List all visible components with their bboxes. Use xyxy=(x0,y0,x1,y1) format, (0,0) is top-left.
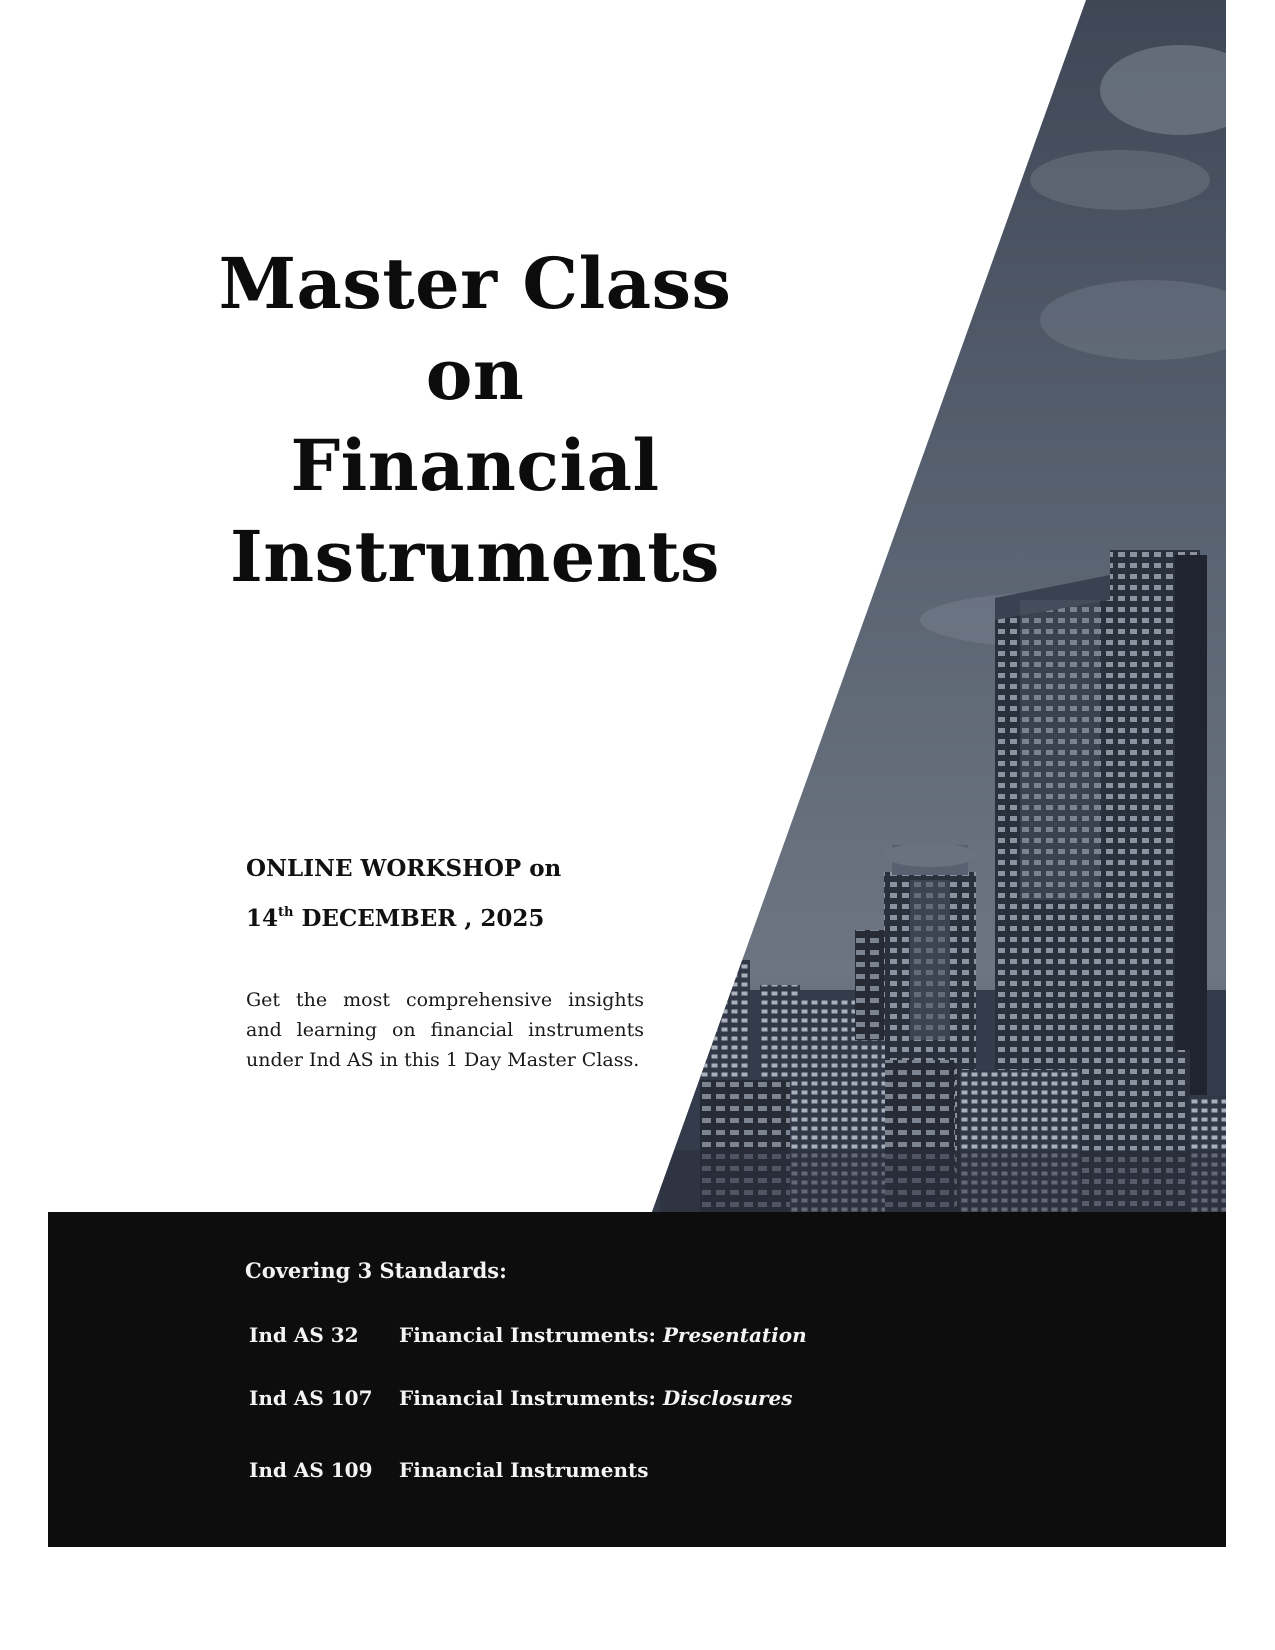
standard-title-sub: Presentation xyxy=(662,1323,807,1347)
title-line: Master Class xyxy=(218,242,732,325)
standard-title-main: Financial Instruments: xyxy=(399,1386,663,1410)
standard-title xyxy=(399,1386,793,1410)
standard-code: Ind AS 109 xyxy=(249,1458,373,1482)
standard-code: Ind AS 32 xyxy=(249,1323,359,1347)
title-line: Instruments xyxy=(230,515,720,598)
standard-title-main: Financial Instruments xyxy=(399,1458,649,1482)
standard-code: Ind AS 107 xyxy=(249,1386,373,1410)
title-line: Financial xyxy=(290,424,660,507)
standard-title-sub: Disclosures xyxy=(662,1386,793,1410)
standard-title-main: Financial Instruments: xyxy=(399,1323,663,1347)
standards-heading: Covering 3 Standards: xyxy=(245,1258,507,1283)
workshop-date xyxy=(246,905,544,932)
date-rest: DECEMBER , 2025 xyxy=(293,905,545,932)
page-title xyxy=(195,238,755,602)
date-suffix: th xyxy=(278,905,294,920)
standard-title xyxy=(399,1323,807,1347)
date-day: 14 xyxy=(246,905,279,932)
workshop-label: ONLINE WORKSHOP on xyxy=(246,855,562,882)
standard-title xyxy=(399,1458,649,1482)
title-line: on xyxy=(425,333,525,416)
description: Get the most comprehensive insights and learning on financial instruments under Ind AS in this 1 Day Master Class. xyxy=(246,989,644,1071)
